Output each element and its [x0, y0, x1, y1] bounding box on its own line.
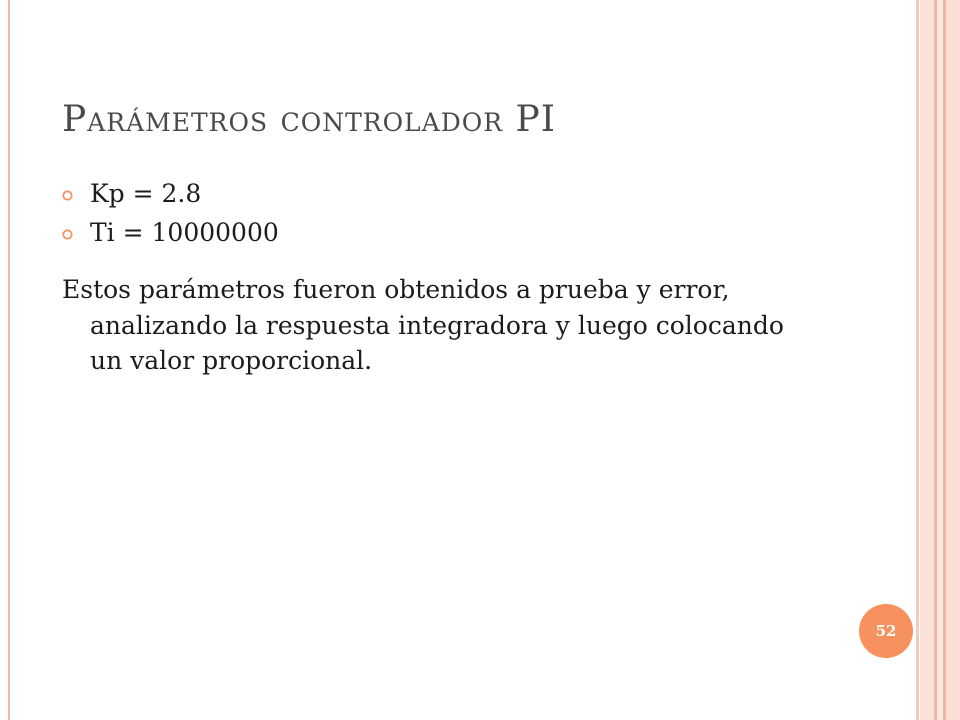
page-number-badge	[859, 604, 913, 658]
left-border-line	[8, 0, 10, 720]
bullet-item	[62, 175, 852, 214]
circle-bullet-icon	[62, 229, 73, 240]
bullet-text: Ti = 10000000	[90, 217, 279, 247]
bullet-item	[62, 214, 852, 253]
page-number: 52	[875, 622, 897, 640]
bullet-text: Kp = 2.8	[90, 179, 202, 208]
right-decorative-stripes	[916, 0, 960, 720]
circle-bullet-icon	[62, 190, 73, 201]
bullet-list	[62, 175, 852, 253]
slide-title: Parámetros controlador PI	[62, 99, 556, 140]
body-paragraph: Estos parámetros fueron obtenidos a prueba y error, analizando la respuesta integradora y luego colocando un valor proporcional.	[62, 275, 784, 375]
